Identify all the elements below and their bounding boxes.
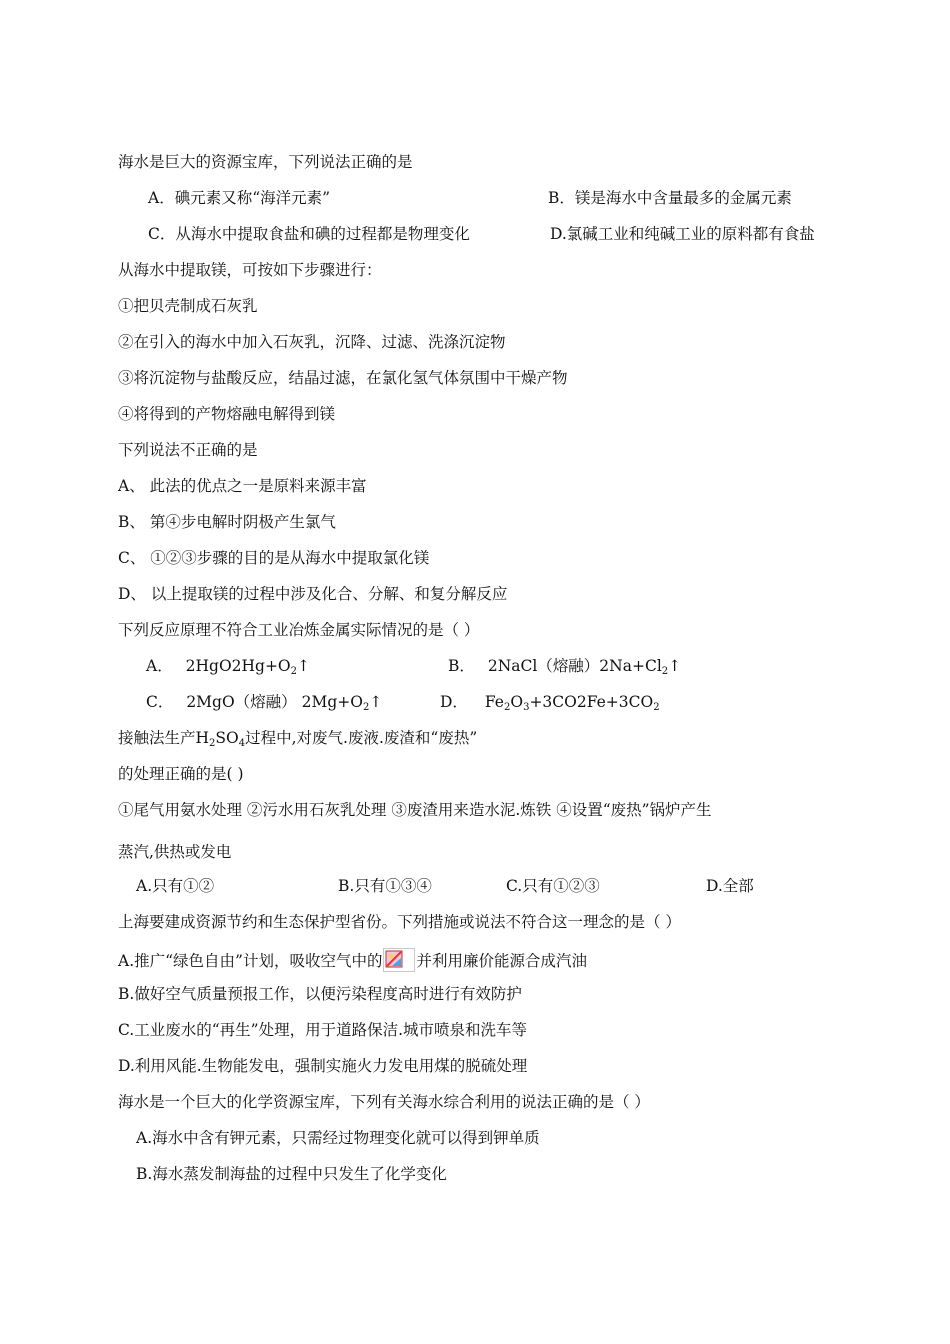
q5-option-b: B.做好空气质量预报工作，以便污染程度高时进行有效防护	[118, 985, 522, 1003]
q3-option-c-label: C．	[146, 693, 174, 711]
q3-option-d	[440, 692, 660, 718]
q3-option-c-subscript: 2	[362, 702, 370, 713]
q4-stem-part1: 接触法生产H	[118, 729, 210, 747]
q1-option-b: B．镁是海水中含量最多的金属元素	[548, 189, 792, 207]
q3-option-d-eq-part1: Fe	[484, 693, 504, 711]
q3-option-a-subscript: 2	[290, 666, 298, 677]
q6-option-b: B.海水蒸发制海盐的过程中只发生了化学变化	[136, 1165, 447, 1183]
q5-option-d: D.利用风能.生物能发电，强制实施火力发电用煤的脱硫处理	[118, 1057, 528, 1075]
q4-option-c: C.只有①②③	[506, 877, 600, 895]
q4-option-a: A.只有①②	[136, 877, 215, 895]
q4-items-line1: ①尾气用氨水处理 ②污水用石灰乳处理 ③废渣用来造水泥.炼铁 ④设置“废热”锅炉产生	[118, 801, 712, 819]
q2-step-3: ③将沉淀物与盐酸反应，结晶过滤，在氯化氢气体氛围中干燥产物	[118, 369, 568, 387]
q6-stem: 海水是一个巨大的化学资源宝库，下列有关海水综合利用的说法正确的是（ ）	[118, 1093, 650, 1111]
q5-stem: 上海要建成资源节约和生态保护型省份。下列措施或说法不符合这一理念的是（ ）	[118, 913, 681, 931]
q1-stem: 海水是巨大的资源宝库，下列说法正确的是	[118, 153, 413, 171]
q2-step-1: ①把贝壳制成石灰乳	[118, 297, 258, 315]
q1-option-a: A．碘元素又称“海洋元素”	[148, 189, 331, 207]
q4-stem-sub1: 2	[209, 738, 216, 749]
q2-stem: 下列说法不正确的是	[118, 441, 258, 459]
q3-option-d-sub1: 2	[503, 702, 511, 713]
q3-option-d-eq-part3: +3CO2Fe+3CO	[529, 693, 654, 711]
q2-step-4: ④将得到的产物熔融电解得到镁	[118, 405, 336, 423]
q5-option-c: C.工业废水的“再生”处理，用于道路保洁.城市喷泉和洗车等	[118, 1021, 528, 1039]
broken-image-icon	[383, 948, 415, 972]
gas-arrow-icon: ↑	[668, 657, 682, 675]
q3-option-c-equation: 2MgO（熔融） 2Mg+O	[186, 693, 363, 711]
q3-option-b-equation: 2NaCl（熔融）2Na+Cl	[487, 657, 662, 675]
q3-option-b-label: B．	[448, 657, 475, 675]
q4-option-d: D.全部	[706, 877, 754, 895]
q4-stem-line2: 的处理正确的是( )	[118, 765, 244, 783]
q2-option-d: D、 以上提取镁的过程中涉及化合、分解、和复分解反应	[118, 585, 508, 603]
q4-stem-sub2: 4	[238, 738, 246, 749]
q3-option-d-eq-part2: O	[510, 693, 524, 711]
q2-option-c: C、 ①②③步骤的目的是从海水中提取氯化镁	[118, 549, 430, 567]
gas-arrow-icon: ↑	[297, 657, 311, 675]
q5-option-a-part1: A.推广“绿色自由”计划，吸收空气中的	[118, 952, 383, 970]
gas-arrow-icon: ↑	[369, 693, 383, 711]
q2-step-2: ②在引入的海水中加入石灰乳，沉降、过滤、洗涤沉淀物	[118, 333, 506, 351]
q2-option-b: B、 第④步电解时阴极产生氯气	[118, 513, 336, 531]
q3-option-c	[146, 692, 382, 718]
q3-option-b-subscript: 2	[661, 666, 669, 677]
q2-option-a: A、 此法的优点之一是原料来源丰富	[118, 477, 367, 495]
q4-stem-line1	[118, 728, 477, 754]
q4-stem-part2: SO	[215, 729, 239, 747]
q3-option-d-sub3: 2	[653, 702, 660, 713]
q3-option-a-label: A．	[146, 657, 173, 675]
q3-option-d-sub2: 3	[523, 702, 530, 713]
q3-option-a	[146, 656, 310, 682]
q3-option-d-label: D．	[440, 693, 468, 711]
q4-option-b: B.只有①③④	[338, 877, 432, 895]
q5-option-a-part2: 并利用廉价能源合成汽油	[416, 952, 587, 970]
q1-option-d: D.氯碱工业和纯碱工业的原料都有食盐	[550, 225, 815, 243]
q3-option-b	[448, 656, 681, 682]
q4-items-line2: 蒸汽,供热或发电	[118, 843, 232, 861]
q2-intro: 从海水中提取镁，可按如下步骤进行：	[118, 261, 382, 279]
q3-option-a-equation: 2HgO2Hg+O	[185, 657, 291, 675]
q6-option-a: A.海水中含有钾元素，只需经过物理变化就可以得到钾单质	[136, 1129, 540, 1147]
q1-option-c: C．从海水中提取食盐和碘的过程都是物理变化	[148, 225, 470, 243]
q4-stem-part3: 过程中,对废气.废液.废渣和“废热”	[245, 729, 478, 747]
q3-stem: 下列反应原理不符合工业冶炼金属实际情况的是（ ）	[118, 621, 480, 639]
q5-option-a	[118, 948, 587, 972]
